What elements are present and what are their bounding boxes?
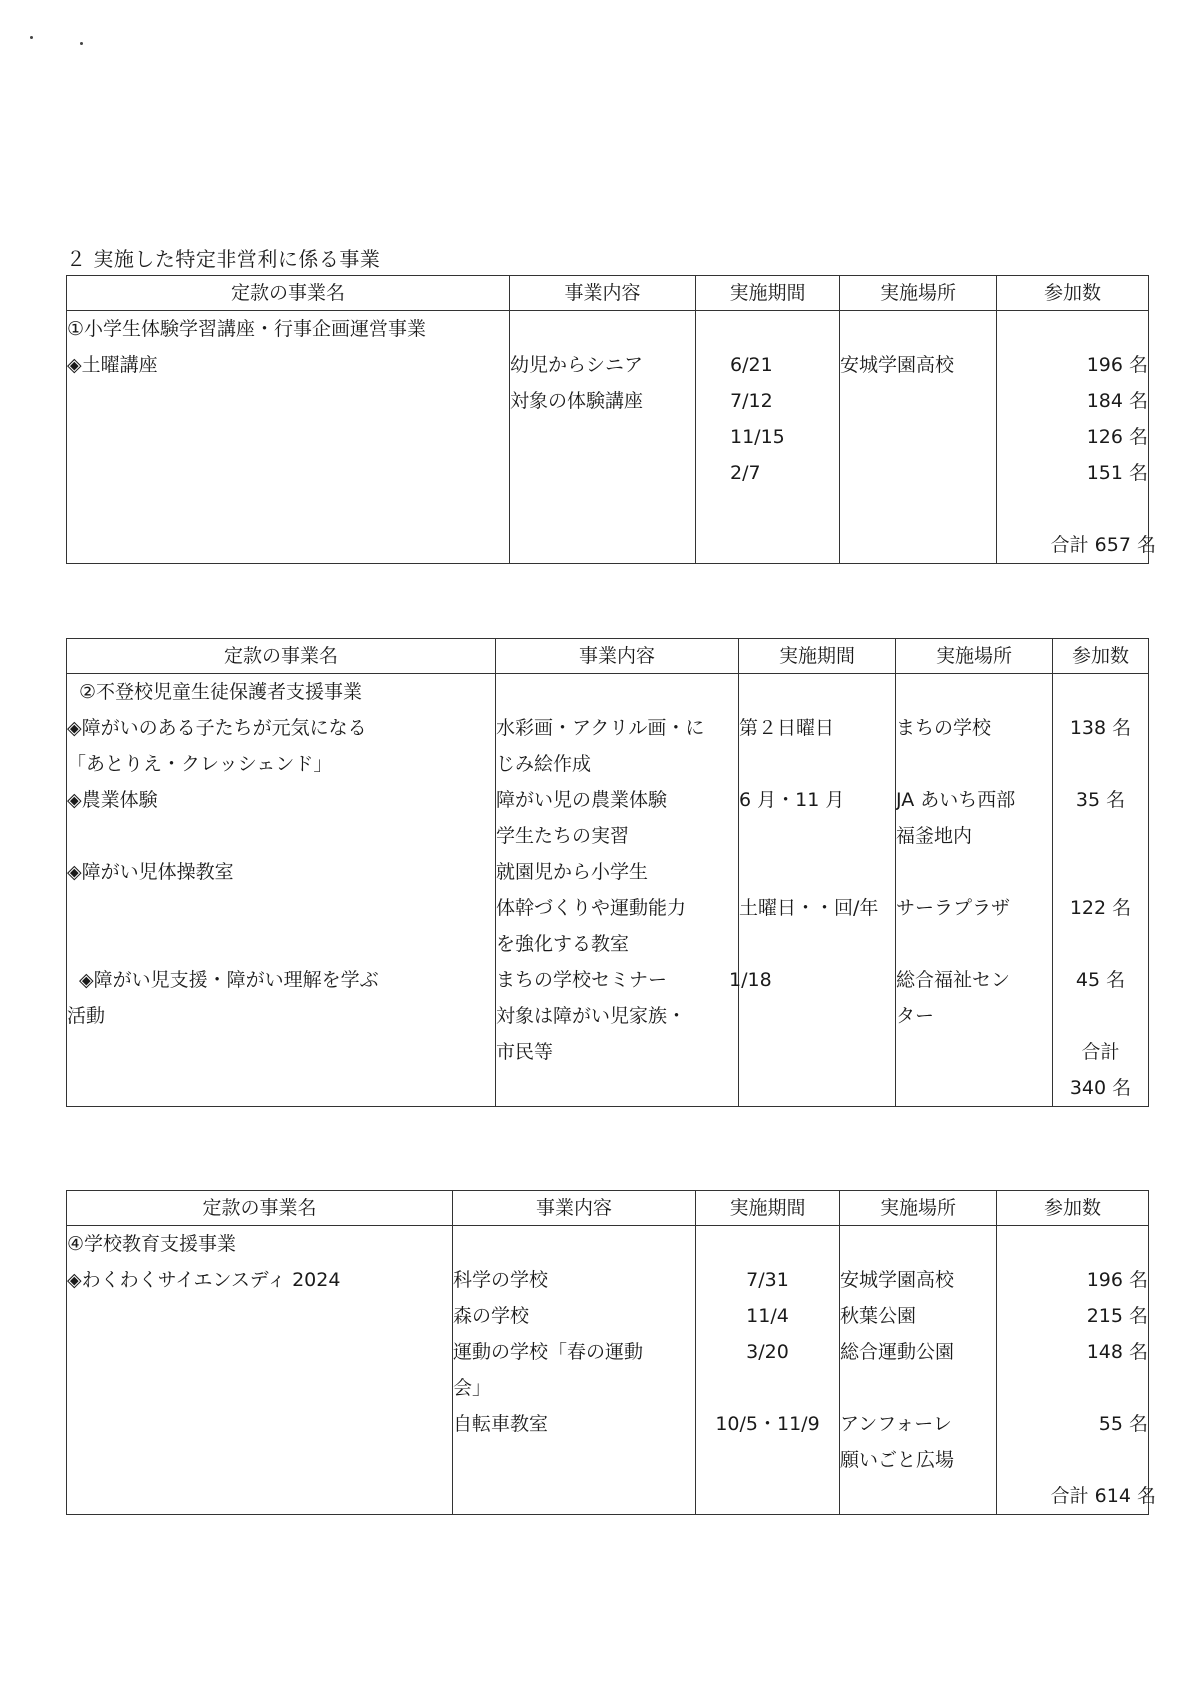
place-value: JA あいち西部 <box>896 789 1016 811</box>
content-line: じみ絵作成 <box>496 753 592 775</box>
project-name-cell <box>67 674 496 1107</box>
place-cell <box>840 311 997 564</box>
header-project-name: 定款の事業名 <box>67 276 510 311</box>
participants-cell <box>997 1226 1156 1515</box>
table-header-row <box>67 1191 1149 1226</box>
date-value: 7/12 <box>730 390 773 412</box>
date-value: 3/20 <box>746 1341 789 1363</box>
place-value: サーラプラザ <box>896 897 1011 919</box>
project-name-cell <box>67 1226 453 1515</box>
place-cell <box>840 1226 997 1515</box>
content-line: を強化する教室 <box>496 933 630 955</box>
activity-table-3 <box>66 1190 1156 1515</box>
date-value: 6/21 <box>730 354 773 376</box>
content-line: 障がい児の農業体験 <box>496 789 668 811</box>
table-row <box>67 674 1149 1107</box>
content-line: 学生たちの実習 <box>496 825 630 847</box>
scan-speck <box>80 42 83 45</box>
total-value: 合計 614 名 <box>1050 1485 1156 1507</box>
total-label: 合計 <box>1081 1041 1120 1063</box>
header-period: 実施期間 <box>696 1191 840 1226</box>
place-value: まちの学校 <box>896 717 992 739</box>
total-value: 合計 657 名 <box>1050 534 1156 556</box>
sub-project-title: ◈農業体験 <box>67 789 158 811</box>
sub-project-title: ◈わくわくサイエンスディ 2024 <box>67 1269 341 1291</box>
participants-cell <box>997 311 1156 564</box>
project-title: ①小学生体験学習講座・行事企画運営事業 <box>67 318 427 340</box>
project-title: ②不登校児童生徒保護者支援事業 <box>79 681 363 703</box>
section-heading: ２ 実施した特定非営利に係る事業 <box>66 247 381 271</box>
date-value: 2/7 <box>730 462 761 484</box>
header-place: 実施場所 <box>840 276 997 311</box>
count-value: 151 名 <box>1086 462 1148 484</box>
count-value: 55 名 <box>1098 1413 1148 1435</box>
header-participants: 参加数 <box>997 276 1149 311</box>
table-row <box>67 1226 1149 1515</box>
content-line: 科学の学校 <box>453 1269 549 1291</box>
place-value: ター <box>896 1005 935 1027</box>
date-value: 1/18 <box>729 969 772 991</box>
content-line: 自転車教室 <box>453 1413 549 1435</box>
content-line: まちの学校セミナー <box>496 969 668 991</box>
header-place: 実施場所 <box>896 639 1053 674</box>
header-content: 事業内容 <box>453 1191 696 1226</box>
content-line: 水彩画・アクリル画・に <box>496 717 705 739</box>
content-line: 森の学校 <box>453 1305 530 1327</box>
header-content: 事業内容 <box>510 276 696 311</box>
header-period: 実施期間 <box>739 639 896 674</box>
activity-table-1 <box>66 275 1156 564</box>
count-value: 184 名 <box>1086 390 1148 412</box>
content-line: 幼児からシニア <box>510 354 644 376</box>
count-value: 45 名 <box>1075 969 1126 991</box>
date-value: 10/5・11/9 <box>715 1413 820 1435</box>
project-name-cell <box>67 311 510 564</box>
content-line: 市民等 <box>496 1041 554 1063</box>
header-participants: 参加数 <box>1053 639 1149 674</box>
count-value: 196 名 <box>1086 354 1148 376</box>
count-value: 138 名 <box>1069 717 1132 739</box>
place-value: アンフォーレ <box>840 1413 952 1435</box>
content-line: 運動の学校「春の運動 <box>453 1341 644 1363</box>
content-line: 体幹づくりや運動能力 <box>496 897 687 919</box>
place-cell <box>896 674 1053 1107</box>
participants-cell <box>1053 674 1149 1107</box>
header-place: 実施場所 <box>840 1191 997 1226</box>
header-content: 事業内容 <box>496 639 739 674</box>
total-value: 340 名 <box>1069 1077 1132 1099</box>
count-value: 122 名 <box>1069 897 1132 919</box>
sub-project-title: ◈障がい児支援・障がい理解を学ぶ <box>79 969 379 991</box>
count-value: 215 名 <box>1086 1305 1148 1327</box>
header-project-name: 定款の事業名 <box>67 639 496 674</box>
place-value: 安城学園高校 <box>840 1269 955 1291</box>
count-value: 148 名 <box>1086 1341 1148 1363</box>
header-period: 実施期間 <box>696 276 840 311</box>
period-cell <box>696 311 840 564</box>
place-value: 安城学園高校 <box>840 354 955 376</box>
date-value: 7/31 <box>746 1269 789 1291</box>
header-participants: 参加数 <box>997 1191 1149 1226</box>
place-value: 福釜地内 <box>896 825 973 847</box>
place-value: 願いごと広場 <box>840 1449 955 1471</box>
count-value: 35 名 <box>1075 789 1126 811</box>
date-value: 11/4 <box>746 1305 789 1327</box>
content-line: 対象の体験講座 <box>510 390 644 412</box>
sub-project-title: ◈障がい児体操教室 <box>67 861 234 883</box>
content-line: 就園児から小学生 <box>496 861 649 883</box>
date-value: 土曜日・・回/年 <box>739 897 879 919</box>
sub-project-title: 活動 <box>67 1005 106 1027</box>
activity-table-2 <box>66 638 1149 1107</box>
table-header-row <box>67 639 1149 674</box>
count-value: 196 名 <box>1086 1269 1148 1291</box>
date-value: 11/15 <box>730 426 785 448</box>
sub-project-title: ◈土曜講座 <box>67 354 158 376</box>
place-value: 総合福祉セン <box>896 969 1011 991</box>
content-line: 会」 <box>453 1377 492 1399</box>
place-value: 総合運動公園 <box>840 1341 955 1363</box>
content-cell <box>453 1226 696 1515</box>
date-value: 6 月・11 月 <box>739 789 845 811</box>
period-cell <box>696 1226 840 1515</box>
project-title: ④学校教育支援事業 <box>67 1233 237 1255</box>
scan-speck <box>30 36 33 39</box>
table-header-row <box>67 276 1149 311</box>
content-cell <box>510 311 696 564</box>
sub-project-title: ◈障がいのある子たちが元気になる <box>67 717 367 739</box>
sub-project-title: 「あとりえ・クレッシェンド」 <box>67 753 333 775</box>
count-value: 126 名 <box>1086 426 1148 448</box>
content-cell <box>496 674 739 1107</box>
place-value: 秋葉公園 <box>840 1305 917 1327</box>
header-project-name: 定款の事業名 <box>67 1191 453 1226</box>
content-line: 対象は障がい児家族・ <box>496 1005 687 1027</box>
table-row <box>67 311 1149 564</box>
period-cell <box>729 674 896 1107</box>
date-value: 第２日曜日 <box>739 717 835 739</box>
